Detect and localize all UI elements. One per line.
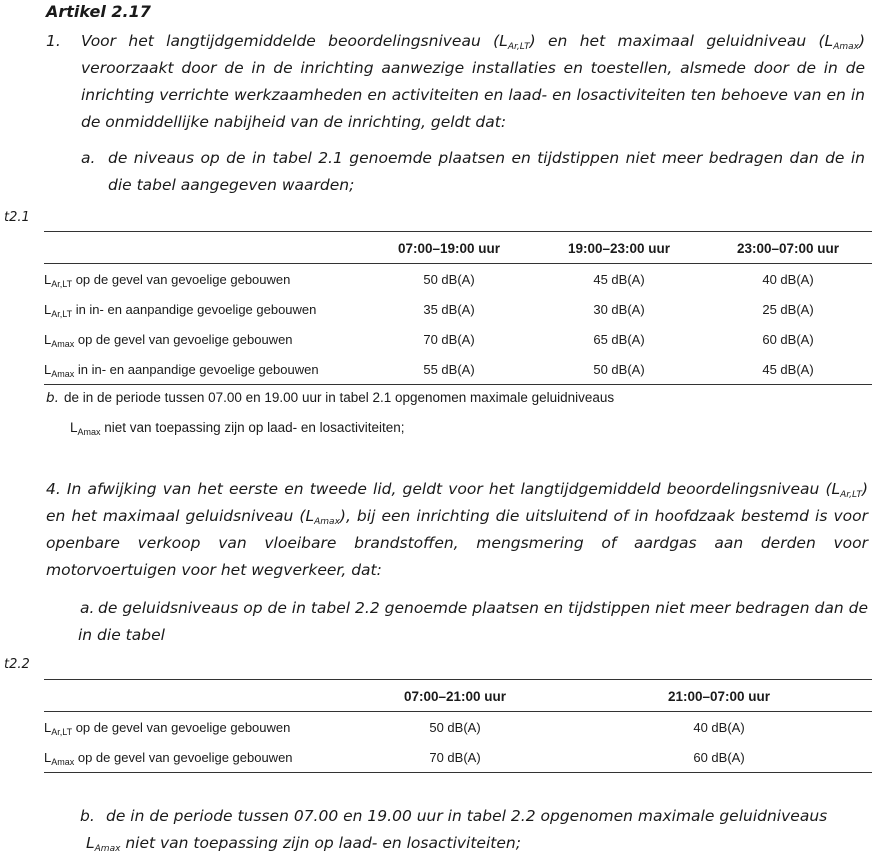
row-label: $L_{Amax}$ op de gevel van gevoelige gebouwen: [44, 331, 293, 349]
table2-header-col2: 21:00–07:00 uur: [566, 681, 872, 712]
table-2-1: [44, 233, 872, 385]
cell: 70 dB(A): [344, 742, 566, 773]
table2-label: t2.2: [4, 657, 30, 672]
p1a-letter: a.: [81, 149, 96, 167]
table-row: [44, 294, 872, 324]
p1-number: 1.: [46, 32, 61, 50]
cell: 60 dB(A): [566, 742, 872, 773]
p4b-letter: b.: [80, 807, 95, 825]
table1-header-row: [44, 233, 872, 264]
p1b-text-line2: $L_{Amax}$ niet van toepassing zijn op laad- en losactiviteiten;: [70, 420, 405, 437]
p1b-text: de in de periode tussen 07.00 en 19.00 uur in tabel 2.1 opgenomen maximale geluidniveaus: [64, 390, 615, 405]
p4b-text: de in de periode tussen 07.00 en 19.00 uur in tabel 2.2 opgenomen maximale geluidniveaus: [106, 807, 828, 825]
cell: 60 dB(A): [762, 331, 814, 347]
p4-text: 4. In afwijking van het eerste en tweede lid, geldt voor het langtijdgemiddeld beoordelingsniveau $(L_{Ar,LT})$ en het maximaal geluidsniveau $(L_{Amax})$, bij een inrichting die uitsluitend of in hoofdzaak bestemd is voor openbare verkoop van vloeibare brandstoffen, mengsmering of aardgas aan derden voor motorvoertuigen voor het wegverkeer, dat:: [46, 480, 868, 579]
cell: 40 dB(A): [693, 719, 745, 735]
table-row: [44, 742, 872, 773]
table2-header-col1: 07:00–21:00 uur: [344, 681, 566, 712]
cell: 50 dB(A): [423, 271, 475, 287]
cell: 45 dB(A): [704, 354, 872, 385]
table1-header-col2: 19:00–23:00 uur: [534, 233, 704, 264]
cell: 35 dB(A): [423, 301, 475, 317]
table1-header-col1: 07:00–19:00 uur: [364, 233, 534, 264]
table-2-2: [44, 681, 872, 773]
table-row: [44, 354, 872, 385]
cell: 25 dB(A): [762, 301, 814, 317]
article-title: Artikel 2.17: [46, 2, 151, 21]
cell: 40 dB(A): [762, 271, 814, 287]
p1b-letter: b.: [46, 390, 59, 406]
row-label: $L_{Ar,LT}$ in in- en aanpandige gevoelige gebouwen: [44, 301, 317, 319]
table1-label: t2.1: [4, 210, 30, 225]
table2-header-row: [44, 681, 872, 712]
p4a-text: de geluidsniveaus op de in tabel 2.2 genoemde plaatsen en tijdstippen niet meer bedragen dan de in die tabel: [78, 599, 868, 644]
p4a-letter: a.: [80, 599, 95, 617]
table-row: [44, 712, 872, 743]
cell: 30 dB(A): [593, 301, 645, 317]
p4b-text-line2: $L_{Amax}$ niet van toepassing zijn op laad- en losactiviteiten;: [86, 834, 521, 854]
table1-header-blank: [44, 233, 364, 264]
cell: 45 dB(A): [593, 271, 645, 287]
cell: 50 dB(A): [429, 719, 481, 735]
cell: 70 dB(A): [423, 331, 475, 347]
table1-header-col3: 23:00–07:00 uur: [704, 233, 872, 264]
row-label: $L_{Ar,LT}$ op de gevel van gevoelige gebouwen: [44, 271, 291, 289]
cell: 50 dB(A): [534, 354, 704, 385]
row-label: $L_{Amax}$ in in- en aanpandige gevoelige gebouwen: [44, 354, 364, 385]
table2-top-rule: [44, 679, 872, 680]
row-label: $L_{Ar,LT}$ op de gevel van gevoelige gebouwen: [44, 719, 291, 737]
table1-top-rule: [44, 231, 872, 232]
table-row: [44, 264, 872, 295]
p1-text: Voor het langtijdgemiddelde beoordelingsniveau $(L_{Ar,LT})$ en het maximaal geluidniveau $(L_{Amax})$ veroorzaakt door de in de inrichting aanwezige installaties en toestellen, alsmede door de in de inrichting verrichte werkzaamheden en activiteiten en laad- en losactiviteiten ten behoeve van en in de onmiddellijke nabijheid van de inrichting, geldt dat:: [81, 32, 866, 131]
table2-header-blank: [44, 681, 344, 712]
table-row: [44, 324, 872, 354]
p1a-text: de niveaus op de in tabel 2.1 genoemde plaatsen en tijdstippen niet meer bedragen dan de in die tabel aangegeven waarden;: [108, 149, 865, 194]
cell: 65 dB(A): [593, 331, 645, 347]
cell: 55 dB(A): [364, 354, 534, 385]
row-label: $L_{Amax}$ op de gevel van gevoelige gebouwen: [44, 742, 344, 773]
